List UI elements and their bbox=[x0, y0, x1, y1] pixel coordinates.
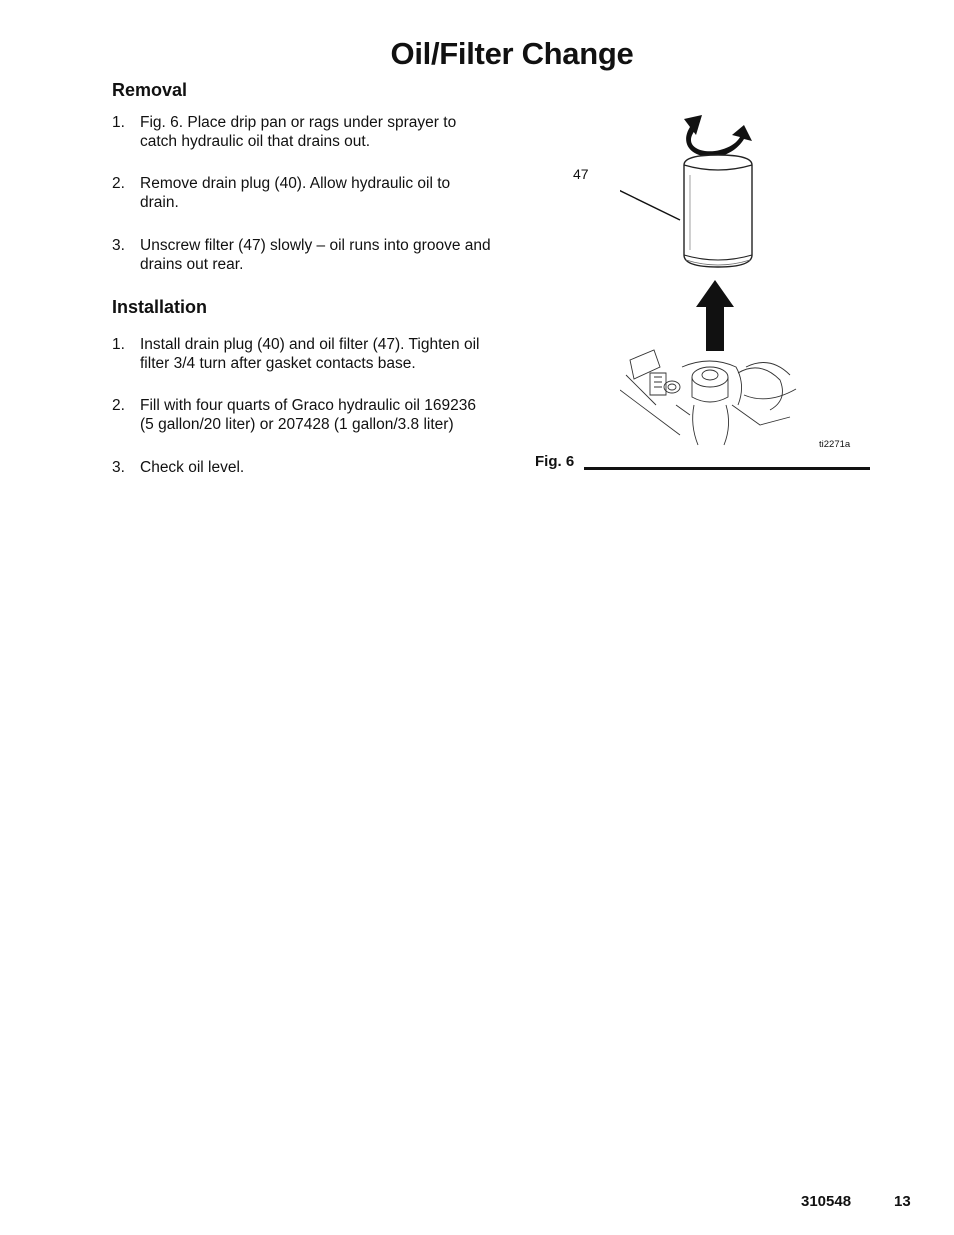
step-number: 3. bbox=[112, 459, 125, 476]
callout-47: 47 bbox=[573, 166, 589, 182]
step-number: 2. bbox=[112, 397, 125, 414]
page-number: 13 bbox=[894, 1193, 911, 1210]
oil-filter-icon bbox=[684, 155, 752, 267]
step-number: 3. bbox=[112, 237, 125, 254]
figure-label: Fig. 6 bbox=[535, 453, 575, 470]
step-number: 2. bbox=[112, 175, 125, 192]
step-text: Remove drain plug (40). Allow hydraulic oil to drain. bbox=[140, 175, 451, 211]
rotate-arrow-icon bbox=[684, 115, 752, 157]
step-text: Unscrew filter (47) slowly – oil runs into groove and drains out rear. bbox=[140, 237, 491, 273]
step-number: 1. bbox=[112, 336, 125, 353]
oil-filter-illustration bbox=[620, 105, 840, 455]
step-text: Fig. 6. Place drip pan or rags under sprayer to catch hydraulic oil that drains out. bbox=[140, 114, 457, 150]
image-id: ti2271a bbox=[819, 439, 851, 450]
page-title: Oil/Filter Change bbox=[390, 36, 634, 71]
installation-heading: Installation bbox=[112, 297, 208, 317]
filter-base-icon bbox=[620, 350, 796, 445]
up-arrow-icon bbox=[696, 280, 734, 351]
removal-heading: Removal bbox=[112, 80, 188, 100]
step-number: 1. bbox=[112, 114, 125, 131]
step-text: Check oil level. bbox=[140, 459, 245, 476]
step-text: Fill with four quarts of Graco hydraulic oil 169236 (5 gallon/20 liter) or 207428 (1 gallon/3.8 liter) bbox=[140, 397, 476, 433]
step-text: Install drain plug (40) and oil filter (47). Tighten oil filter 3/4 turn after gasket contacts base. bbox=[140, 336, 480, 372]
doc-number: 310548 bbox=[801, 1193, 852, 1210]
figure-rule bbox=[584, 467, 870, 470]
